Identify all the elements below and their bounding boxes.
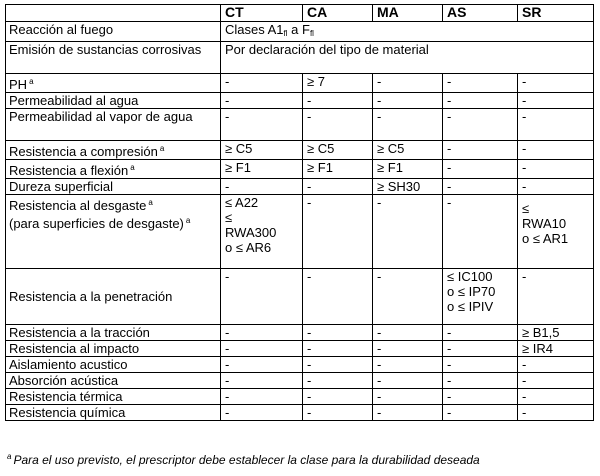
value-line: ≤ IC100: [447, 269, 493, 284]
header-sr: SR: [518, 5, 594, 22]
header-row: [6, 5, 594, 22]
value-ma: -: [373, 269, 443, 325]
value-sr: -: [518, 160, 594, 179]
property-cell: [6, 179, 221, 195]
footnote-mark: a: [7, 452, 12, 461]
value-ct: -: [221, 269, 303, 325]
value-ca: -: [303, 325, 373, 341]
value-sr: -: [518, 269, 594, 325]
footnote-mark: a: [185, 216, 191, 225]
value-ma: -: [373, 373, 443, 389]
table-row: [6, 325, 594, 341]
table-row: [6, 109, 594, 141]
property-cell: [6, 93, 221, 109]
value-ma: -: [373, 341, 443, 357]
value-text: a F: [287, 22, 310, 37]
value-line: o ≤ IPIV: [447, 299, 494, 314]
table-row: [6, 141, 594, 160]
footnote-mark: a: [29, 77, 34, 86]
value-ma: -: [373, 74, 443, 93]
value-line: o ≤ AR1: [522, 231, 569, 246]
table-row: [6, 179, 594, 195]
table-row: [6, 160, 594, 179]
value-ct: -: [221, 389, 303, 405]
table-row: [6, 42, 594, 74]
value-sr: -: [518, 373, 594, 389]
property-label: Resistencia al desgaste: [9, 198, 147, 213]
property-cell: [6, 160, 221, 179]
value-ca: -: [303, 389, 373, 405]
value-ca: ≥ F1: [303, 160, 373, 179]
property-cell: [6, 42, 221, 74]
table-row: [6, 74, 594, 93]
value-ct: -: [221, 357, 303, 373]
property-label: Resistencia a flexión: [9, 163, 129, 178]
subscript: fl: [283, 29, 288, 38]
property-cell: [6, 195, 221, 269]
value-sr: -: [518, 109, 594, 141]
value-as: -: [443, 405, 518, 421]
value-line: ≤ A22: [225, 195, 259, 210]
property-cell: [6, 109, 221, 141]
value-sr: -: [518, 389, 594, 405]
value-ca: -: [303, 341, 373, 357]
property-label: Permeabilidad al vapor de agua: [9, 109, 193, 124]
header-cell-empty: [6, 5, 221, 22]
value-ct: ≥ C5: [221, 141, 303, 160]
property-label: Resistencia a compresión: [9, 144, 158, 159]
property-label: Absorción acústica: [9, 373, 119, 388]
table-row: [6, 405, 594, 421]
value-ct: -: [221, 341, 303, 357]
value-as: -: [443, 74, 518, 93]
value-sr: -: [518, 357, 594, 373]
property-cell: [6, 141, 221, 160]
value-sr: ≥ IR4: [518, 341, 594, 357]
property-label: Reacción al fuego: [9, 22, 114, 37]
footnote-mark: a: [148, 198, 153, 207]
value-line: ≤: [522, 201, 530, 216]
property-label: Resistencia térmica: [9, 389, 123, 404]
property-label: Resistencia química: [9, 405, 126, 420]
property-cell: [6, 74, 221, 93]
property-label: Resistencia a la penetración: [9, 289, 173, 304]
value-ct: -: [221, 74, 303, 93]
table-footnote: [7, 452, 597, 467]
value-as: -: [443, 357, 518, 373]
table-row: [6, 269, 594, 325]
value-ct: -: [221, 179, 303, 195]
table-row: [6, 341, 594, 357]
value-as: -: [443, 93, 518, 109]
value-as: -: [443, 179, 518, 195]
value-ca: -: [303, 195, 373, 269]
value-as: -: [443, 373, 518, 389]
value-line: RWA300: [225, 225, 277, 240]
footnote-mark: a: [130, 163, 135, 172]
table-row: [6, 389, 594, 405]
value-sr: -: [518, 141, 594, 160]
value-text: Clases A1: [225, 22, 284, 37]
subscript: fl: [309, 29, 314, 38]
value-ca: -: [303, 109, 373, 141]
value-as: -: [443, 141, 518, 160]
value-as: -: [443, 160, 518, 179]
value-ca: -: [303, 357, 373, 373]
property-cell: [6, 341, 221, 357]
value-ct: -: [221, 325, 303, 341]
value-as: [443, 269, 518, 325]
value-ma: -: [373, 357, 443, 373]
value-ma: -: [373, 325, 443, 341]
value-ca: -: [303, 373, 373, 389]
table-row: [6, 373, 594, 389]
value-ca: -: [303, 269, 373, 325]
footnote-mark: a: [159, 144, 165, 153]
property-cell: [6, 325, 221, 341]
value-ma: ≥ F1: [373, 160, 443, 179]
value-line: ≤: [225, 210, 233, 225]
value-ca: -: [303, 93, 373, 109]
value-sr: -: [518, 74, 594, 93]
value-sr: -: [518, 179, 594, 195]
properties-table: [5, 4, 594, 421]
property-cell: [6, 373, 221, 389]
property-label: Resistencia al impacto: [9, 341, 140, 356]
value-ma: -: [373, 405, 443, 421]
value-ma: -: [373, 109, 443, 141]
property-cell: [6, 357, 221, 373]
value-ca: -: [303, 405, 373, 421]
header-ct: CT: [221, 5, 303, 22]
value-as: -: [443, 389, 518, 405]
value-ct: [221, 195, 303, 269]
spanning-value-cell: Por declaración del tipo de material: [221, 42, 594, 74]
value-line: o ≤ IP70: [447, 284, 496, 299]
footnote-text: Para el uso previsto, el prescriptor debe establecer la clase para la durabilidad deseada: [13, 453, 480, 467]
property-label: Permeabilidad al agua: [9, 93, 139, 108]
value-ma: -: [373, 195, 443, 269]
value-ca: ≥ 7: [303, 74, 373, 93]
table-row: [6, 357, 594, 373]
property-label: Emisión de sustancias corrosivas: [9, 42, 202, 57]
property-label: PH: [9, 77, 28, 92]
spanning-value-cell: [221, 22, 594, 42]
property-label: Dureza superficial: [9, 179, 114, 194]
value-line: RWA10: [522, 216, 567, 231]
value-ma: -: [373, 389, 443, 405]
property-cell: [6, 269, 221, 325]
property-cell: [6, 405, 221, 421]
property-label: Resistencia a la tracción: [9, 325, 150, 340]
header-ca: CA: [303, 5, 373, 22]
value-as: -: [443, 325, 518, 341]
table-row: [6, 195, 594, 269]
value-ct: ≥ F1: [221, 160, 303, 179]
property-label-continued: (para superficies de desgaste): [9, 216, 184, 231]
header-ma: MA: [373, 5, 443, 22]
value-ma: ≥ SH30: [373, 179, 443, 195]
property-label: Aislamiento acustico: [9, 357, 128, 372]
value-ct: -: [221, 93, 303, 109]
value-ct: -: [221, 109, 303, 141]
value-as: -: [443, 195, 518, 269]
value-sr: [518, 195, 594, 269]
value-ca: -: [303, 179, 373, 195]
property-cell: [6, 22, 221, 42]
value-ma: -: [373, 93, 443, 109]
value-sr: ≥ B1,5: [518, 325, 594, 341]
value-ca: ≥ C5: [303, 141, 373, 160]
property-cell: [6, 389, 221, 405]
header-as: AS: [443, 5, 518, 22]
value-as: -: [443, 109, 518, 141]
table-row: [6, 93, 594, 109]
table-row: [6, 22, 594, 42]
value-ct: -: [221, 373, 303, 389]
value-line: o ≤ AR6: [225, 240, 272, 255]
value-as: -: [443, 341, 518, 357]
value-ma: ≥ C5: [373, 141, 443, 160]
value-sr: -: [518, 405, 594, 421]
value-ct: -: [221, 405, 303, 421]
value-sr: -: [518, 93, 594, 109]
